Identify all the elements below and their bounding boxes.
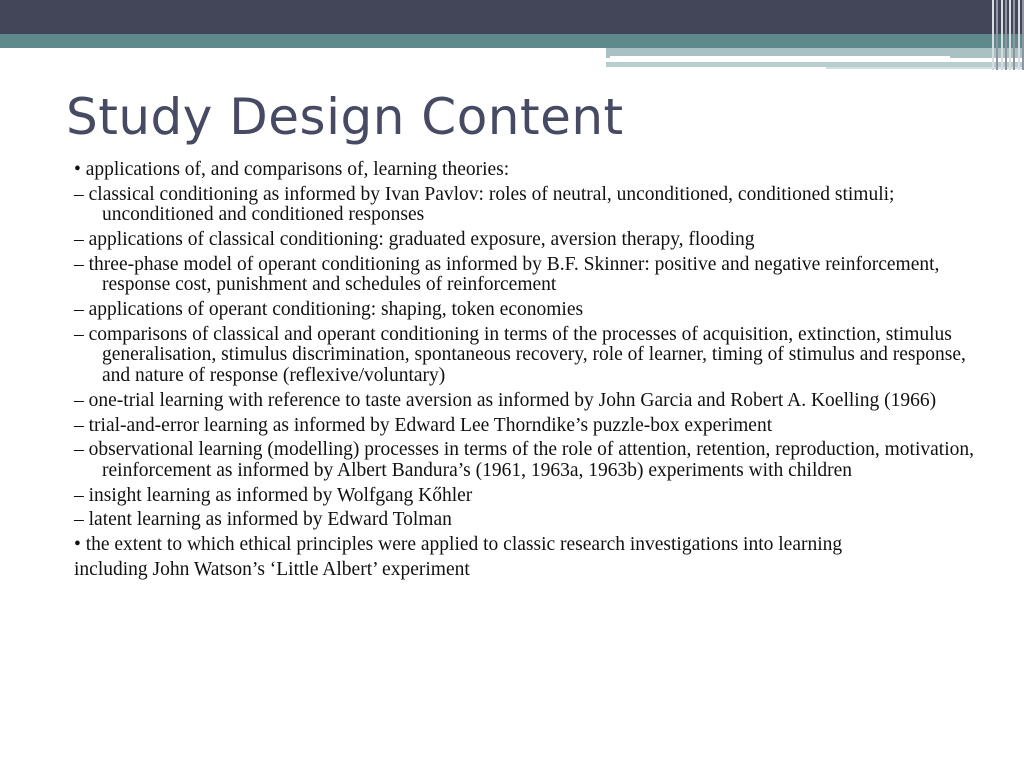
content-item: • applications of, and comparisons of, learning theories: bbox=[74, 159, 510, 180]
header-accent-line bbox=[610, 56, 950, 59]
content-item: – insight learning as informed by Wolfgang Kőhler bbox=[74, 484, 473, 506]
content-item: – three-phase model of operant conditioning as informed by B.F. Skinner: positive and negative reinforcement, response cost, punishment and schedules of reinforcement bbox=[74, 253, 940, 296]
content-item: – applications of operant conditioning: shaping, token economies bbox=[74, 299, 584, 321]
slide-content bbox=[74, 160, 974, 585]
content-item: – observational learning (modelling) processes in terms of the role of attention, retention, reproduction, motivation, reinforcement as informed by Albert Bandura’s (1961, 1963a, 1963b) experiments with children bbox=[74, 439, 975, 481]
content-item: – classical conditioning as informed by Ivan Pavlov: roles of neutral, unconditioned, conditioned stimuli; unconditioned and conditioned responses bbox=[74, 183, 895, 226]
content-item: including John Watson’s ‘Little Albert’ experiment bbox=[74, 559, 470, 581]
content-item: – comparisons of classical and operant conditioning in terms of the processes of acquisition, extinction, stimulus generalisation, stimulus discrimination, spontaneous recovery, role of learner, timing of stimulus and response, and nature of response (reflexive/voluntary) bbox=[74, 323, 966, 386]
content-item: – applications of classical conditioning: graduated exposure, aversion therapy, flooding bbox=[74, 229, 755, 251]
content-item: – latent learning as informed by Edward Tolman bbox=[74, 509, 452, 531]
content-item: – trial-and-error learning as informed by Edward Lee Thorndike’s puzzle-box experiment bbox=[74, 414, 773, 436]
content-item: • the extent to which ethical principles were applied to classic research investigations into learning bbox=[74, 534, 843, 556]
header-teal-bar bbox=[0, 34, 1024, 48]
corner-stripes bbox=[992, 0, 1024, 70]
header-dark-bar bbox=[0, 0, 1024, 34]
slide-title: Study Design Content bbox=[66, 88, 624, 146]
content-item: – one-trial learning with reference to taste aversion as informed by John Garcia and Robert A. Koelling (1966) bbox=[74, 389, 937, 411]
